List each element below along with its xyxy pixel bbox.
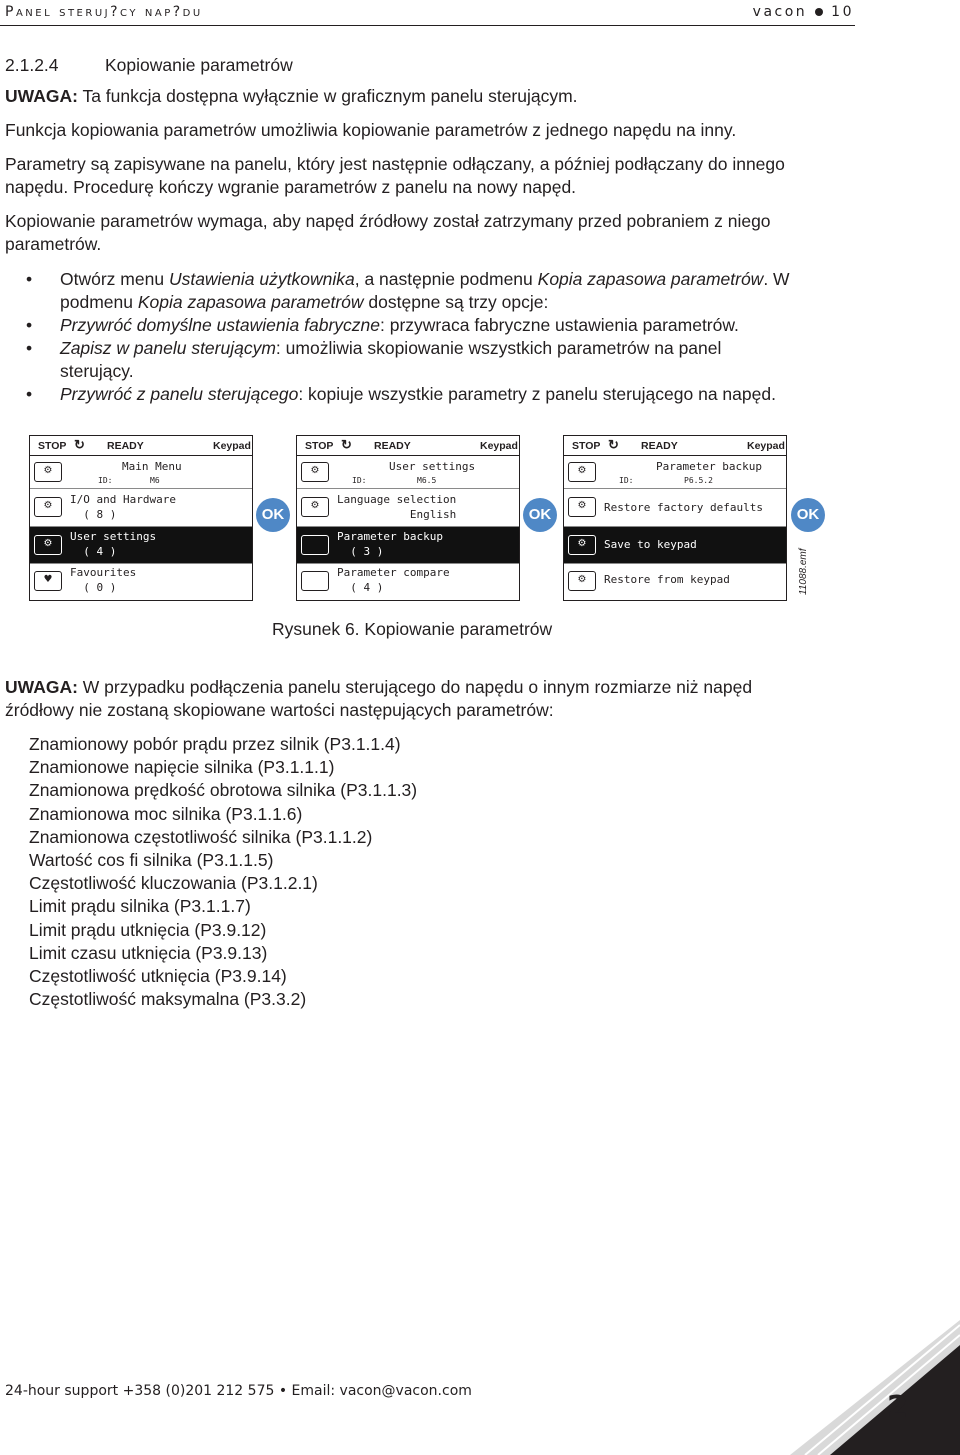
heart-icon: ♥ <box>34 571 62 591</box>
menu-item-count: ( 0 ) <box>70 581 117 594</box>
list-item: Znamionowa moc silnika (P3.1.1.6) <box>29 803 303 824</box>
io-hardware-icon: ⚙ <box>34 497 62 517</box>
menu-item-label: Save to keypad <box>604 538 697 551</box>
parameter-icon: ⚙ <box>568 497 596 517</box>
menu-item-label: Parameter backup <box>337 530 443 543</box>
status-bar <box>30 436 252 456</box>
list-item: Znamionowa częstotliwość silnika (P3.1.1.2) <box>29 826 373 847</box>
bullet-icon: • <box>26 384 33 404</box>
list-item: Limit prądu silnika (P3.1.1.7) <box>29 896 251 917</box>
menu-folder-icon: ⚙ <box>568 462 596 482</box>
menu-item[interactable] <box>564 489 786 527</box>
figure-caption: Rysunek 6. Kopiowanie parametrów <box>272 619 553 639</box>
text-italic: Kopia zapasowa parametrów <box>137 292 364 312</box>
note-1 <box>5 85 578 108</box>
control-place: Keypad <box>480 440 518 452</box>
bullet-4 <box>60 383 776 406</box>
menu-item[interactable] <box>30 564 252 599</box>
paragraph-3a: Kopiowanie parametrów wymaga, aby napęd źródłowy został zatrzymany przed pobraniem z niego <box>5 211 771 231</box>
bullet-1-line-1 <box>60 268 790 291</box>
text-italic: Zapisz w panelu sterującym <box>60 338 276 358</box>
keypad-screen-parameter-backup <box>563 435 787 601</box>
note-2-line-2: źródłowy nie zostaną skopiowane wartości następujących parametrów: <box>5 700 554 720</box>
bullet-2 <box>60 314 739 337</box>
screen-title: User settings <box>389 460 476 473</box>
rotation-icon: ↻ <box>341 437 352 452</box>
text-italic: Przywróć z panelu sterującego <box>60 384 299 404</box>
screen-title-row <box>564 456 786 489</box>
screen-title-row <box>297 456 519 489</box>
menu-item-count: ( 4 ) <box>337 581 384 594</box>
parameter-icon: ⚙ <box>568 571 596 591</box>
menu-item-label: I/O and Hardware <box>70 493 176 506</box>
note-1-label: UWAGA: <box>5 86 78 106</box>
menu-item-count: ( 4 ) <box>70 545 117 558</box>
menu-item-label: Restore factory defaults <box>604 501 763 514</box>
ok-button-icon: OK <box>791 498 825 532</box>
footer-contact: 24-hour support +358 (0)201 212 575 • Email: vacon@vacon.com <box>5 1383 472 1399</box>
stop-indicator: STOP <box>38 440 67 452</box>
note-2-label: UWAGA: <box>5 677 78 697</box>
menu-item-count: ( 8 ) <box>70 508 117 521</box>
stripes-decoration-icon <box>750 1305 960 1455</box>
text-italic: Przywróć domyślne ustawienia fabryczne <box>60 315 380 335</box>
keypad-screen-main-menu <box>29 435 253 601</box>
text: podmenu <box>60 292 138 312</box>
text-italic: Ustawienia użytkownika <box>168 269 355 289</box>
bullet-icon: • <box>26 338 33 358</box>
control-place: Keypad <box>213 440 251 452</box>
menu-item-selected[interactable] <box>30 527 252 564</box>
id-value: P6.5.2 <box>684 476 713 485</box>
list-item: Znamionowa prędkość obrotowa silnika (P3.1.1.3) <box>29 780 418 801</box>
menu-item-value: English <box>337 508 457 521</box>
screen-title-row <box>30 456 252 489</box>
list-item: Limit czasu utknięcia (P3.9.13) <box>29 942 268 963</box>
text: : kopiuje wszystkie parametry z panelu sterującego na napęd. <box>298 384 776 404</box>
menu-folder-icon: ⚙ <box>301 462 329 482</box>
rotation-icon: ↻ <box>608 437 619 452</box>
list-item: Częstotliwość utknięcia (P3.9.14) <box>29 966 287 987</box>
id-value: M6.5 <box>417 476 437 485</box>
text: Otwórz menu <box>60 269 169 289</box>
paragraph-2b: napędu. Procedurę kończy wgranie parametrów z panelu na nowy napęd. <box>5 177 577 197</box>
menu-item[interactable] <box>30 489 252 527</box>
text-italic: Kopia zapasowa parametrów <box>537 269 764 289</box>
ready-indicator: READY <box>374 440 411 452</box>
menu-item[interactable] <box>297 564 519 599</box>
screen-title: Main Menu <box>122 460 182 473</box>
ok-button-icon: OK <box>256 498 290 532</box>
section-heading <box>5 54 293 77</box>
status-bar <box>564 436 786 456</box>
list-item: Częstotliwość maksymalna (P3.3.2) <box>29 989 307 1010</box>
menu-item[interactable] <box>564 564 786 599</box>
bullet-dot-icon <box>815 8 823 16</box>
brand-name: vacon <box>752 4 808 20</box>
stop-indicator: STOP <box>572 440 601 452</box>
id-label: ID: <box>352 476 367 485</box>
user-settings-icon: ⚙ <box>34 535 62 555</box>
screen-title: Parameter backup <box>656 460 762 473</box>
section-number: 2.1.2.4 <box>5 55 59 75</box>
bullet-3-line-2: sterujący. <box>60 361 134 381</box>
folder-icon <box>301 535 329 555</box>
menu-item[interactable] <box>297 489 519 527</box>
parameter-icon: ⚙ <box>568 535 596 555</box>
menu-item-selected[interactable] <box>564 527 786 564</box>
ok-button-icon: OK <box>523 498 557 532</box>
header-page-number: 10 <box>831 4 854 20</box>
folder-icon <box>301 571 329 591</box>
parameter-icon: ⚙ <box>301 497 329 517</box>
list-item: Wartość cos fi silnika (P3.1.1.5) <box>29 850 274 871</box>
bullet-icon: • <box>26 315 33 335</box>
rotation-icon: ↻ <box>74 437 85 452</box>
list-item: Częstotliwość kluczowania (P3.1.2.1) <box>29 873 318 894</box>
bullet-icon: • <box>26 269 33 289</box>
header-rule <box>0 25 855 26</box>
control-place: Keypad <box>747 440 785 452</box>
bullet-3-line-1 <box>60 337 721 360</box>
id-label: ID: <box>98 476 113 485</box>
menu-item-label: Favourites <box>70 566 137 579</box>
text: , a następnie podmenu <box>354 269 538 289</box>
header-brand <box>753 4 854 20</box>
ready-indicator: READY <box>107 440 144 452</box>
menu-item-label: Restore from keypad <box>604 573 730 586</box>
ready-indicator: READY <box>641 440 678 452</box>
corner-decoration <box>750 1305 960 1455</box>
note-2-line-1 <box>5 676 752 699</box>
section-title: Kopiowanie parametrów <box>105 55 293 75</box>
menu-item-label: Parameter compare <box>337 566 450 579</box>
list-item: Znamionowy pobór prądu przez silnik (P3.1.1.4) <box>29 734 401 754</box>
menu-item-count: ( 3 ) <box>337 545 384 558</box>
list-item: Limit prądu utknięcia (P3.9.12) <box>29 919 267 940</box>
figure-code: 11088.emf <box>798 548 809 595</box>
page-number: 2 <box>887 1390 908 1425</box>
status-bar <box>297 436 519 456</box>
id-label: ID: <box>619 476 634 485</box>
stop-indicator: STOP <box>305 440 334 452</box>
note-1-text: Ta funkcja dostępna wyłącznie w graficznym panelu sterującym. <box>77 86 578 106</box>
paragraph-2a: Parametry są zapisywane na panelu, który jest następnie odłączany, a później podłączany do innego <box>5 154 785 174</box>
header-title: Panel steruj?cy nap?du <box>5 4 203 20</box>
parameter-list <box>29 733 417 1011</box>
menu-item-label: Language selection <box>337 493 457 506</box>
note-2-text: W przypadku podłączenia panelu sterującego do napędu o innym rozmiarze niż napęd <box>77 677 753 697</box>
list-item: Znamionowe napięcie silnika (P3.1.1.1) <box>29 757 335 778</box>
text: : umożliwia skopiowanie wszystkich parametrów na panel <box>275 338 722 358</box>
keypad-screen-user-settings <box>296 435 520 601</box>
id-value: M6 <box>150 476 160 485</box>
text: : przywraca fabryczne ustawienia parametrów. <box>380 315 739 335</box>
text: . W <box>763 269 790 289</box>
menu-item-selected[interactable] <box>297 527 519 564</box>
paragraph-3b: parametrów. <box>5 234 102 254</box>
paragraph-1: Funkcja kopiowania parametrów umożliwia kopiowanie parametrów z jednego napędu na inny. <box>5 120 737 140</box>
menu-item-label: User settings <box>70 530 157 543</box>
text: dostępne są trzy opcje: <box>363 292 549 312</box>
menu-folder-icon: ⚙ <box>34 462 62 482</box>
bullet-1-line-2 <box>60 291 548 314</box>
